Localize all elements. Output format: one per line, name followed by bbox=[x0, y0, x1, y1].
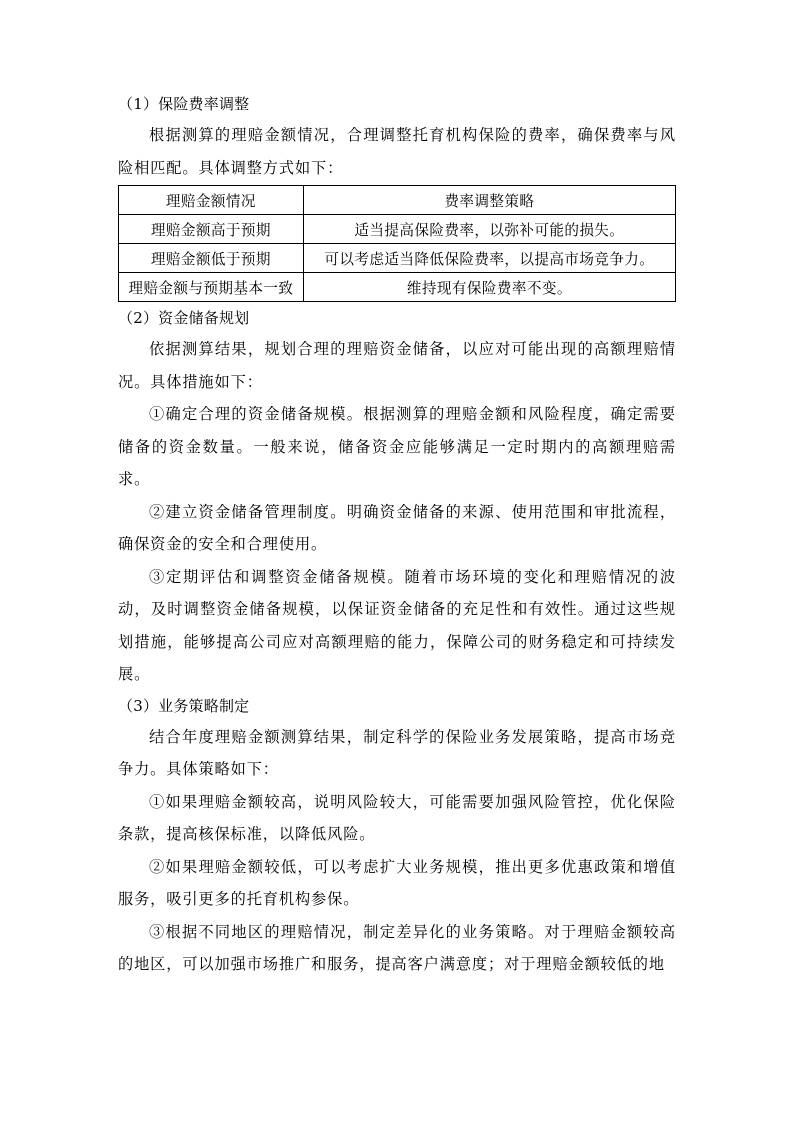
document-page bbox=[118, 89, 676, 981]
table-cell: 适当提高保险费率，以弥补可能的损失。 bbox=[303, 215, 675, 244]
table-header-row bbox=[119, 186, 676, 215]
section2-item: ①确定合理的资金储备规模。根据测算的理赔金额和风险程度，确定需要储备的资金数量。一般来说，储备资金应能够满足一定时期内的高额理赔需求。 bbox=[118, 405, 676, 488]
table-header-cell: 理赔金额情况 bbox=[119, 186, 304, 215]
table-cell: 理赔金额低于预期 bbox=[119, 244, 304, 273]
section1-heading: （1）保险费率调整 bbox=[118, 95, 250, 113]
section3-item: ②如果理赔金额较低，可以考虑扩大业务规模，推出更多优惠政策和增值服务，吸引更多的托育机构参保。 bbox=[118, 857, 676, 908]
section1-intro: 根据测算的理赔金额情况，合理调整托育机构保险的费率，确保费率与风险相匹配。具体调整方式如下： bbox=[118, 126, 676, 177]
section2-item: ③定期评估和调整资金储备规模。随着市场环境的变化和理赔情况的波动，及时调整资金储备规模，以保证资金储备的充足性和有效性。通过这些规划措施，能够提高公司应对高额理赔的能力，保障公司的财务稳定和可持续发展。 bbox=[118, 567, 676, 683]
table-cell: 理赔金额高于预期 bbox=[119, 215, 304, 244]
table-cell: 可以考虑适当降低保险费率，以提高市场竞争力。 bbox=[303, 244, 675, 273]
table-cell: 理赔金额与预期基本一致 bbox=[119, 273, 304, 302]
table-cell: 维持现有保险费率不变。 bbox=[303, 273, 675, 302]
section2-heading: （2）资金储备规划 bbox=[118, 309, 250, 327]
section2-intro: 依据测算结果，规划合理的理赔资金储备，以应对可能出现的高额理赔情况。具体措施如下： bbox=[118, 340, 676, 391]
table-row bbox=[119, 273, 676, 302]
section3-item: ③根据不同地区的理赔情况，制定差异化的业务策略。对于理赔金额较高的地区，可以加强市场推广和服务，提高客户满意度；对于理赔金额较低的地 bbox=[118, 922, 676, 973]
section3-heading: （3）业务策略制定 bbox=[118, 696, 250, 715]
rate-adjustment-table bbox=[118, 185, 676, 302]
table-row bbox=[119, 244, 676, 273]
table-header-cell: 费率调整策略 bbox=[303, 186, 675, 215]
section3-item: ①如果理赔金额较高，说明风险较大，可能需要加强风险管控，优化保险条款，提高核保标准，以降低风险。 bbox=[118, 792, 676, 843]
table-row bbox=[119, 215, 676, 244]
section2-item: ②建立资金储备管理制度。明确资金储备的来源、使用范围和审批流程，确保资金的安全和合理使用。 bbox=[118, 502, 676, 553]
section3-intro: 结合年度理赔金额测算结果，制定科学的保险业务发展策略，提高市场竞争力。具体策略如下： bbox=[118, 727, 676, 778]
